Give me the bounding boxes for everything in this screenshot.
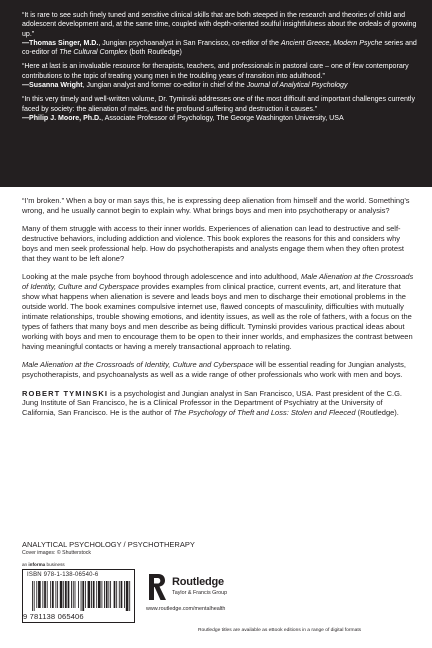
barcode-bar	[108, 581, 109, 608]
barcode-bar	[73, 581, 74, 608]
endorser-name: —Thomas Singer, M.D.	[22, 39, 99, 47]
barcode-bar	[96, 581, 97, 608]
subject-category: ANALYTICAL PSYCHOLOGY / PSYCHOTHERAPY	[22, 540, 195, 549]
endorsement-singer	[22, 11, 417, 57]
endorsement-moore	[22, 95, 417, 123]
barcode-bar	[36, 581, 37, 608]
barcode-bar	[126, 581, 129, 611]
endorser-desc: , Associate Professor of Psychology, The George Washington University, USA	[101, 114, 344, 122]
barcode-bar	[121, 581, 123, 608]
informa-prefix: an	[22, 562, 29, 567]
informa-business-label	[22, 562, 65, 567]
barcode-bar	[44, 581, 46, 608]
endorsement-quote: “Here at last is an invaluable resource for therapists, teachers, and professionals in pastoral care – one of few contemporary contributions to the topic of treating young men in the troubling years of transition into adulthood.”	[22, 63, 409, 80]
endorser-book-title: Ancient Greece, Modern Psyche	[280, 39, 383, 47]
blurb-paragraph-4	[22, 360, 416, 380]
barcode-bar	[55, 581, 56, 608]
barcode-bar	[98, 581, 101, 608]
barcode-bar	[116, 581, 117, 608]
book-title: Male Alienation at the Crossroads of Identity, Culture and Cyberspace	[22, 272, 414, 292]
barcode-bar	[91, 581, 92, 608]
barcode-bar	[47, 581, 48, 608]
barcode-number: 9 781138 065406	[23, 612, 84, 621]
barcode-bar	[129, 581, 130, 611]
blurb-text: will be essential reading for Jungian analysts, psychotherapists, and psychoanalysts as well as a wide range of other professionals who work with men and boys.	[22, 360, 406, 380]
barcode-bar	[85, 581, 86, 608]
endorser-desc: series and co-editor of	[22, 39, 417, 57]
blurb-text: Looking at the male psyche from boyhood through adolescence and into adulthood,	[22, 272, 301, 282]
endorser-name: —Susanna Wright	[22, 82, 83, 90]
endorsements-band	[0, 0, 432, 187]
author-name: ROBERT TYMINSKI	[22, 388, 109, 398]
blurb-paragraph-3	[22, 272, 416, 351]
author-bio	[22, 389, 416, 419]
endorser-desc: , Jungian psychoanalyst in San Francisco, co-editor of the	[98, 39, 281, 47]
author-book-title: The Psychology of Theft and Loss: Stolen and Fleeced	[173, 408, 356, 418]
isbn-label: ISBN 978-1-138-06540-6	[27, 572, 99, 578]
endorser-journal-title: Journal of Analytical Psychology	[246, 82, 348, 90]
barcode-bar	[106, 581, 108, 608]
routledge-r-icon	[146, 572, 168, 602]
barcode-bar	[110, 581, 111, 608]
endorsement-quote: “In this very timely and well-written volume, Dr. Tyminski addresses one of the most difficult and important challenges currently faced by society: the alienation of males, and the profound suffering and destruction it causes.”	[22, 96, 415, 113]
barcode-bar	[32, 581, 33, 611]
barcode-bar	[93, 581, 95, 608]
barcode-bar	[88, 581, 91, 608]
publisher-group: Taylor & Francis Group	[172, 590, 228, 596]
barcode-bar	[38, 581, 41, 608]
endorsement-quote: “It is rare to see such finely tuned and sensitive clinical skills that are both steeped in the research and theories of child and adolescent development and, at the same time, coupled with depth-oriented soulful insightfulness about the ordeals of growing up.”	[22, 12, 417, 38]
informa-brand: informa	[28, 562, 46, 567]
endorser-name: —Philip J. Moore, Ph.D.	[22, 114, 102, 122]
barcode-bar	[34, 581, 35, 611]
publisher-name: Routledge	[172, 576, 224, 588]
blurb-paragraph-1: “I’m broken.” When a boy or man says this, he is expressing deep alienation from himself and the world. Something’s wrong, and he usually cannot begin to explain why. What brings boys and men into psychotherapy or analysis?	[22, 196, 410, 215]
endorsement-attribution	[22, 114, 417, 123]
book-title: Male Alienation at the Crossroads of Identity, Culture and Cyberspace	[22, 360, 254, 370]
ebook-note: Routledge titles are available as eBook editions in a range of digital formats	[198, 628, 362, 633]
barcode-bar	[119, 581, 120, 608]
barcode-bar	[68, 581, 70, 608]
blurb-paragraph-2: Many of them struggle with access to their inner worlds. Experiences of alienation can lead to destructive and self-destructive behaviors, including addiction and violence. This book explores the reasons for this and considers why boys and men seek professional help. How do psychotherapists and analysts engage them when they often protest that they want to be left alone?	[22, 224, 404, 264]
endorser-book-title: The Cultural Complex	[59, 49, 128, 57]
barcode-bar	[114, 581, 116, 608]
endorsement-wright	[22, 62, 417, 90]
barcode-bar	[124, 581, 125, 608]
barcode-bar	[101, 581, 102, 608]
barcode-bar	[52, 581, 54, 608]
barcode-bar	[75, 581, 76, 608]
blurb-text: provides examples from clinical practice, current events, art, and literature that show what happens when alienation is severe and leads boys and men to discharge their emotional problems in the outside world. The book examines compulsive internet use, flawed concepts of masculinity, difficulties with mutually intimate relationships, trouble showing emotions, and identity issues, as well as the role of fathers, with a focus on the types of fathers that many boys and men describe as being difficult. Tyminski provides various practical ideas about working with boys and men to encourage them to be open to their inner worlds, and emphasizes the contrast between having meaningful contacts or having a merely transactional approach to relating.	[22, 282, 413, 351]
barcode-bar	[71, 581, 72, 608]
barcode-bar	[104, 581, 105, 608]
author-bio-text: (Routledge).	[355, 408, 399, 418]
author-bio-text: is a psychologist and Jungian analyst in San Francisco, USA. Past president of the C.G. Jung Institute of San Francisco, he is a Clinical Professor in the Department of Psychiatry at the University of California, San Francisco. He is the author of	[22, 388, 402, 418]
barcode-bar	[42, 581, 43, 608]
endorsement-attribution	[22, 81, 417, 90]
endorser-desc: (both Routledge)	[127, 49, 182, 57]
barcode-bar	[65, 581, 67, 608]
barcode-bar	[57, 581, 58, 608]
barcode-bar	[78, 581, 79, 608]
barcode-bar	[81, 581, 82, 611]
barcode-bar	[60, 581, 63, 608]
barcode-bar	[63, 581, 64, 608]
cover-credit: Cover images: © Shutterstock	[22, 550, 91, 556]
blurb	[22, 196, 416, 427]
endorser-desc: , Jungian analyst and former co-editor in chief of the	[82, 82, 247, 90]
endorsement-attribution	[22, 39, 417, 58]
informa-suffix: business	[45, 562, 65, 567]
publisher-url[interactable]: www.routledge.com/mentalhealth	[146, 606, 226, 612]
barcode	[32, 581, 131, 611]
barcode-bar	[82, 581, 84, 611]
barcode-bar	[50, 581, 51, 608]
